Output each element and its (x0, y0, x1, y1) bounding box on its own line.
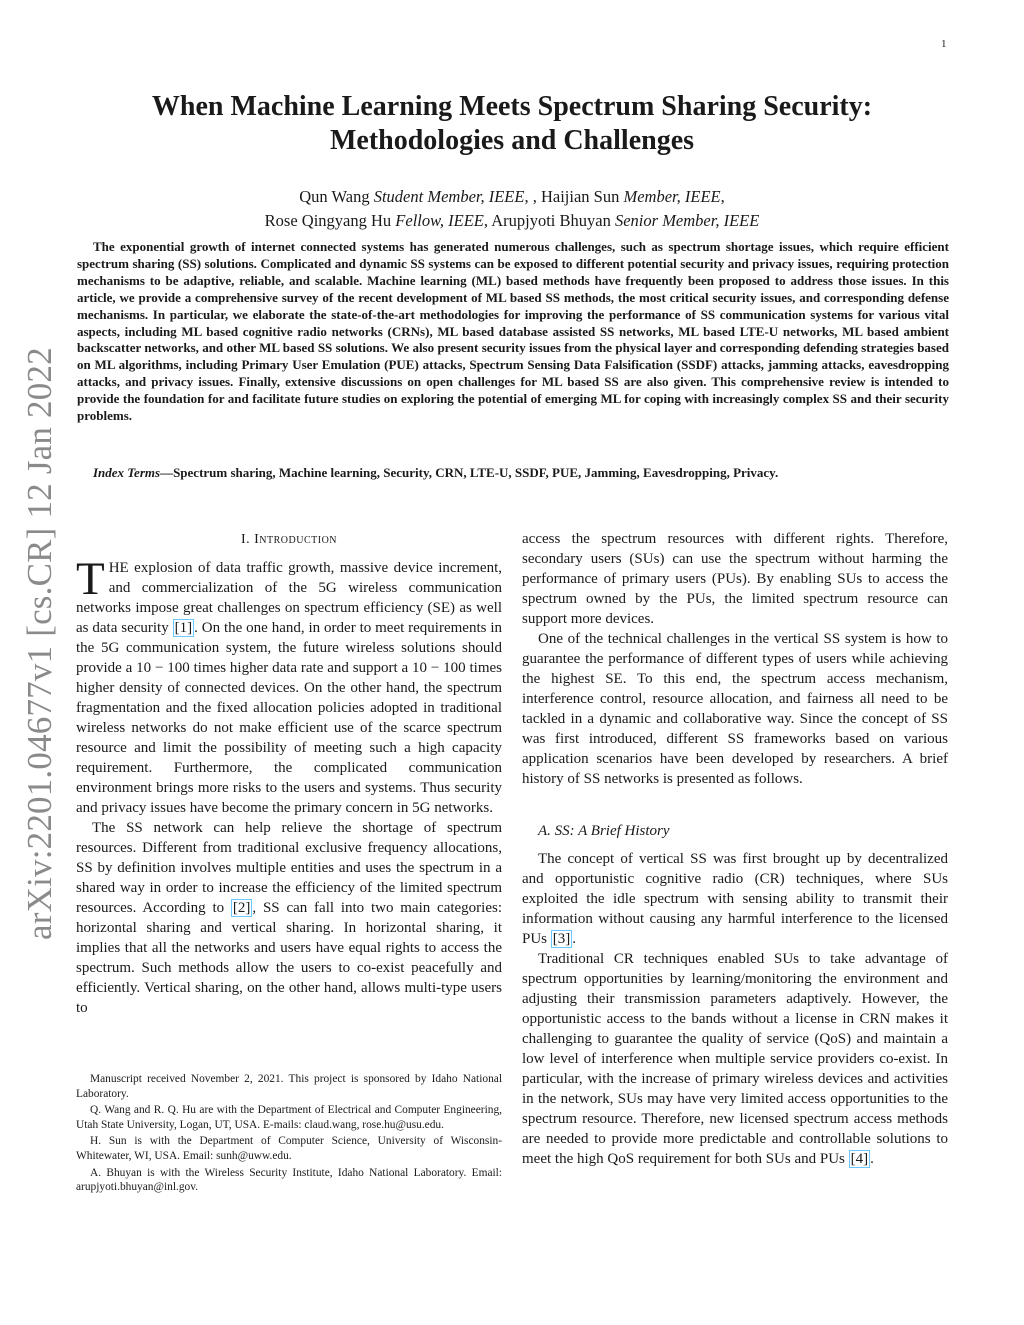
paragraph-text: The concept of vertical SS was first brought up by decentralized and opportunistic cognitive radio (CR) techniques, where SUs exploited the idle spectrum with sensing ability to transmit their information without causing any harmful interference to the licensed PUs (522, 851, 948, 947)
author-name: Rose Qingyang Hu (264, 211, 396, 230)
right-column (522, 529, 948, 1169)
paragraph-text: . (572, 931, 577, 947)
section-heading-introduction: I. Introduction (240, 532, 338, 547)
intro-paragraph-1 (76, 553, 502, 818)
paper-title (80, 90, 944, 158)
author-role: Student Member, IEEE (373, 187, 525, 206)
paragraph-text: , SS can fall into two main categories: horizontal sharing and vertical sharing. In horizontal sharing, it implies that all the networks and users have equal rights to access the spectrum. Such methods allow the users to co-exist peacefully and efficiently. Vertical sharing, on the other hand, allows multi-type users to (76, 900, 502, 1016)
author-role: Fellow, IEEE (395, 211, 484, 230)
drop-cap: T (76, 553, 105, 605)
footnote: Q. Wang and R. Q. Hu are with the Department of Electrical and Computer Engineering, Utah State University, Logan, UT, USA. E-mails: claud.wang, rose.hu@usu.edu. (76, 1104, 502, 1131)
footnote: A. Bhuyan is with the Wireless Security Institute, Idaho National Laboratory. Email: arupjyoti.bhuyan@inl.gov. (76, 1166, 502, 1194)
citation-link[interactable]: [2] (232, 900, 251, 916)
intro-paragraph-2 (76, 818, 502, 1018)
author-role: Senior Member, IEEE (614, 211, 760, 230)
title-line-1: When Machine Learning Meets Spectrum Sharing Security: (151, 91, 873, 122)
author-separator: , Arupjyoti Bhuyan (483, 211, 615, 230)
author-name: Qun Wang (299, 187, 374, 206)
paragraph-text: HE explosion of data traffic growth, massive device increment, and commercialization of the 5G wireless communication networks impose great challenges on spectrum efficiency (SE) as well as data security (76, 560, 502, 636)
arxiv-identifier-stamp[interactable]: arXiv:2201.04677v1 [cs.CR] 12 Jan 2022 (20, 347, 59, 940)
author-line-1 (80, 185, 944, 209)
intro-paragraph-2-continued: access the spectrum resources with different rights. Therefore, secondary users (SUs) can use the spectrum without harming the performance of primary users (PUs). By enabling SUs to access the spectrum owned by the PUs, the limited spectrum resource can support more devices. (522, 531, 948, 627)
author-separator: , , Haijian Sun (524, 187, 624, 206)
index-terms-label: Index Terms (93, 465, 161, 480)
history-paragraph-1 (522, 849, 948, 949)
author-list (80, 185, 944, 233)
footnote: Manuscript received November 2, 2021. This project is sponsored by Idaho National Laboratory. (76, 1073, 502, 1100)
citation-link[interactable]: [1] (174, 620, 193, 636)
paragraph-text: . On the one hand, in order to meet requirements in the 5G communication system, the future wireless solutions should provide a 10 − 100 times higher data rate and support a 10 − 100 times higher density of connected devices. On the other hand, the spectrum fragmentation and the fixed allocation policies adopted in traditional wireless networks do not make efficient use of the scarce spectrum resource and limit the possibility of meeting such a high capacity requirement. Furthermore, the complicated communication environment brings more risks to the users and systems. Thus security and privacy issues have become the primary concern in 5G networks. (76, 620, 502, 816)
author-line-2 (80, 209, 944, 233)
footnotes (76, 1072, 502, 1197)
citation-link[interactable]: [3] (552, 931, 571, 947)
left-column (76, 530, 502, 1018)
citation-link[interactable]: [4] (850, 1151, 869, 1167)
history-paragraph-2 (522, 949, 948, 1169)
paragraph-text: The SS network can help relieve the shortage of spectrum resources. Different from traditional exclusive frequency allocations, SS by definition involves multiple entities and uses the spectrum in a shared way in order to increase the efficiency of the limited spectrum resources. According to (76, 820, 502, 916)
paragraph-text: . (870, 1151, 874, 1167)
footnote: H. Sun is with the Department of Computer Science, University of Wisconsin-Whitewater, WI, USA. Email: sunh@uww.edu. (76, 1135, 502, 1162)
page-number: 1 (941, 38, 947, 50)
abstract: The exponential growth of internet connected systems has generated numerous challenges, such as spectrum shortage issues, which require efficient spectrum sharing (SS) solutions. Complicated and dynamic SS systems can be exposed to different potential security and privacy issues, requiring protection mechanisms to be adaptive, reliable, and scalable. Machine learning (ML) based methods have frequently been proposed to address those issues. In this article, we provide a comprehensive survey of the recent development of ML based SS methods, the most critical security issues, and corresponding defense mechanisms. In particular, we elaborate the state-of-the-art methodologies for improving the performance of SS communication systems for various vital aspects, including ML based cognitive radio networks (CRNs), ML based database assisted SS networks, ML based LTE-U networks, ML based ambient backscatter networks, and other ML based SS solutions. We also present security issues from the physical layer and corresponding defending strategies based on ML algorithms, including Primary User Emulation (PUE) attacks, Spectrum Sensing Data Falsification (SSDF) attacks, jamming attacks, eavesdropping attacks, and privacy issues. Finally, extensive discussions on open challenges for ML based SS are also given. This comprehensive review is intended to provide the foundation for and facilitate future studies on exploring the potential of emerging ML for coping with increasingly complex SS and their security problems. (77, 239, 949, 424)
title-line-2: Methodologies and Challenges (329, 125, 695, 156)
index-terms (77, 464, 949, 481)
author-separator: , (720, 187, 725, 206)
index-terms-list: —Spectrum sharing, Machine learning, Security, CRN, LTE-U, SSDF, PUE, Jamming, Eavesdropping, Privacy. (160, 465, 779, 480)
intro-paragraph-3: One of the technical challenges in the vertical SS system is how to guarantee the performance of different types of users while achieving the highest SE. To this end, the spectrum access mechanism, interference control, resource allocation, and fairness all need to be tackled in a dynamic and collaborative way. Since the concept of SS was first introduced, different SS frameworks based on various application scenarios have been developed by researchers. A brief history of SS networks is presented as follows. (522, 631, 948, 787)
author-role: Member, IEEE (623, 187, 721, 206)
subsection-heading-brief-history: A. SS: A Brief History (538, 823, 670, 839)
paragraph-text: Traditional CR techniques enabled SUs to take advantage of spectrum opportunities by learning/monitoring the environment and adjusting their transmission parameters adaptively. However, the opportunistic access to the bands without a license in CRN makes it challenging to guarantee the quality of service (QoS) and maintain a low level of interference when multiple service providers co-exist. In particular, with the increase of primary wireless devices and activities in the network, SUs may have very limited access opportunities to the spectrum resource. Therefore, new licensed spectrum access methods are needed to provide more predictable and controllable solutions to meet the high QoS requirement for both SUs and PUs (522, 951, 948, 1167)
